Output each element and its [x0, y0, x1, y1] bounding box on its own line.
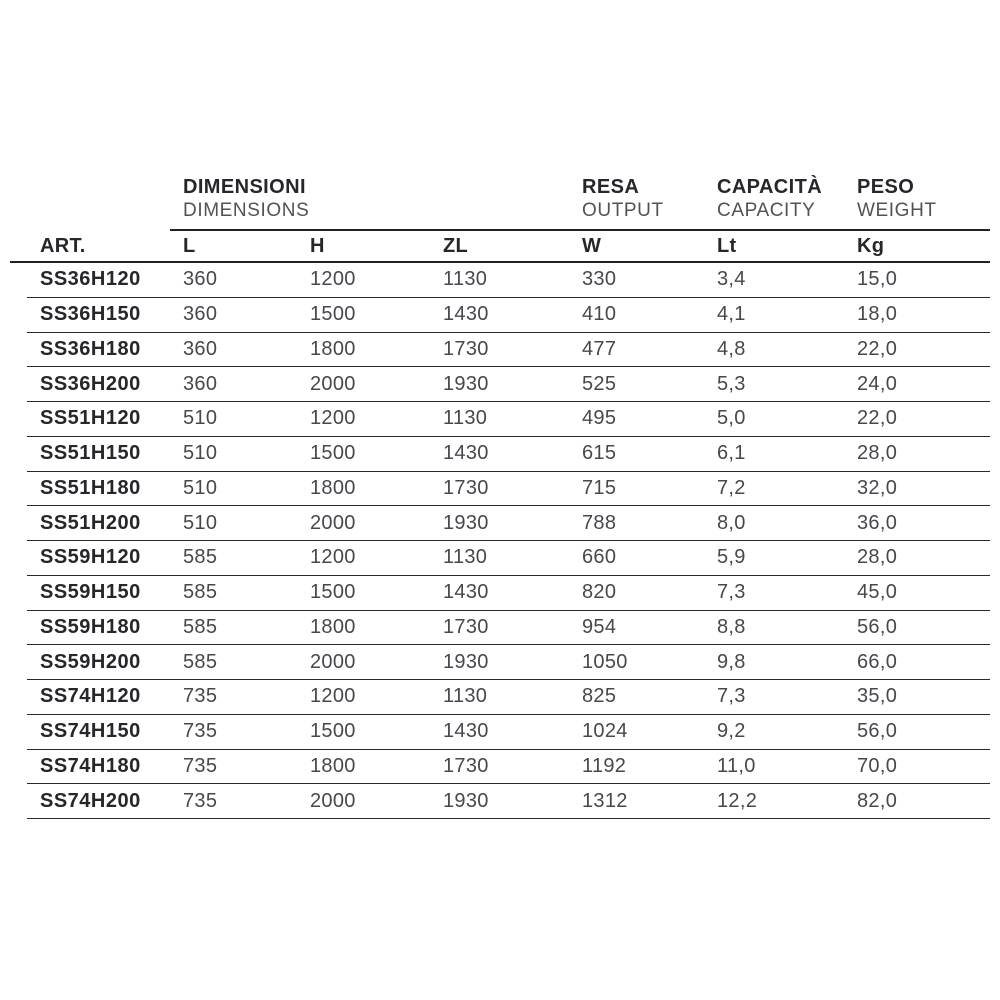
cell-output-w: 1312	[582, 789, 628, 812]
cell-capacity-lt: 3,4	[717, 268, 746, 291]
cell-length: 585	[183, 546, 218, 569]
cell-weight-kg: 32,0	[857, 476, 898, 499]
cell-weight-kg: 18,0	[857, 303, 898, 326]
cell-article-code: SS59H120	[40, 546, 141, 569]
group-header-en: CAPACITY	[717, 199, 816, 221]
cell-zl: 1430	[443, 303, 489, 326]
cell-article-code: SS36H120	[40, 268, 141, 291]
cell-article-code: SS74H120	[40, 685, 141, 708]
cell-capacity-lt: 9,8	[717, 650, 746, 673]
cell-zl: 1730	[443, 754, 489, 777]
cell-article-code: SS74H180	[40, 754, 141, 777]
column-header-kg: Kg	[857, 235, 885, 257]
cell-output-w: 1192	[582, 754, 627, 777]
cell-article-code: SS36H150	[40, 303, 141, 326]
cell-length: 735	[183, 789, 218, 812]
cell-height: 1200	[310, 407, 356, 430]
table-row	[27, 437, 990, 472]
cell-height: 1200	[310, 546, 356, 569]
cell-zl: 1930	[443, 372, 489, 395]
cell-weight-kg: 45,0	[857, 581, 898, 604]
cell-output-w: 495	[582, 407, 617, 430]
cell-height: 1200	[310, 268, 356, 291]
cell-zl: 1930	[443, 650, 489, 673]
cell-article-code: SS74H150	[40, 720, 141, 743]
cell-height: 1500	[310, 581, 356, 604]
table-row	[27, 680, 990, 715]
column-header-h: H	[310, 235, 325, 257]
group-header-dimensions	[183, 176, 309, 222]
cell-article-code: SS59H200	[40, 650, 141, 673]
column-header-l: L	[183, 235, 196, 257]
table-row	[27, 784, 990, 819]
cell-article-code: SS59H150	[40, 581, 141, 604]
table-row	[27, 263, 990, 298]
cell-height: 1800	[310, 754, 356, 777]
cell-weight-kg: 56,0	[857, 615, 898, 638]
cell-height: 2000	[310, 511, 356, 534]
group-header-capacity	[717, 176, 822, 222]
table-row	[27, 298, 990, 333]
table-group-headers	[0, 176, 1000, 228]
group-header-output	[582, 176, 664, 222]
cell-article-code: SS51H200	[40, 511, 141, 534]
cell-output-w: 954	[582, 615, 617, 638]
cell-output-w: 1024	[582, 720, 628, 743]
cell-length: 510	[183, 511, 218, 534]
cell-zl: 1430	[443, 442, 489, 465]
cell-length: 510	[183, 407, 218, 430]
group-header-it: PESO	[857, 176, 915, 198]
cell-capacity-lt: 4,1	[717, 303, 746, 326]
table-row	[27, 402, 990, 437]
cell-zl: 1430	[443, 581, 489, 604]
cell-output-w: 1050	[582, 650, 628, 673]
cell-capacity-lt: 7,2	[717, 476, 746, 499]
cell-length: 510	[183, 476, 218, 499]
cell-weight-kg: 70,0	[857, 754, 898, 777]
column-header-art: ART.	[40, 235, 86, 257]
table-row	[27, 576, 990, 611]
group-header-en: DIMENSIONS	[183, 199, 310, 221]
cell-output-w: 330	[582, 268, 617, 291]
cell-output-w: 788	[582, 511, 617, 534]
table-rows	[27, 263, 990, 819]
cell-output-w: 525	[582, 372, 617, 395]
table-row	[27, 506, 990, 541]
cell-article-code: SS36H200	[40, 372, 141, 395]
cell-capacity-lt: 8,0	[717, 511, 746, 534]
cell-height: 1800	[310, 476, 356, 499]
cell-output-w: 660	[582, 546, 617, 569]
cell-output-w: 820	[582, 581, 617, 604]
cell-capacity-lt: 8,8	[717, 615, 746, 638]
cell-length: 735	[183, 754, 218, 777]
cell-article-code: SS36H180	[40, 337, 141, 360]
cell-weight-kg: 24,0	[857, 372, 898, 395]
cell-weight-kg: 28,0	[857, 442, 898, 465]
group-header-en: OUTPUT	[582, 199, 664, 221]
cell-zl: 1430	[443, 720, 489, 743]
cell-capacity-lt: 5,9	[717, 546, 746, 569]
group-header-weight	[857, 176, 937, 222]
cell-weight-kg: 35,0	[857, 685, 898, 708]
cell-output-w: 477	[582, 337, 617, 360]
table-row	[27, 750, 990, 785]
cell-capacity-lt: 12,2	[717, 789, 758, 812]
cell-length: 735	[183, 720, 218, 743]
cell-capacity-lt: 5,3	[717, 372, 746, 395]
cell-height: 1800	[310, 615, 356, 638]
cell-zl: 1130	[443, 268, 488, 291]
cell-zl: 1730	[443, 615, 489, 638]
cell-capacity-lt: 7,3	[717, 581, 746, 604]
cell-height: 1500	[310, 303, 356, 326]
table-row	[27, 645, 990, 680]
column-header-row	[27, 230, 990, 261]
cell-output-w: 715	[582, 476, 617, 499]
group-header-it: RESA	[582, 176, 640, 198]
cell-zl: 1930	[443, 511, 489, 534]
cell-weight-kg: 15,0	[857, 268, 898, 291]
cell-output-w: 615	[582, 442, 617, 465]
cell-height: 1500	[310, 442, 356, 465]
cell-zl: 1730	[443, 476, 489, 499]
cell-height: 2000	[310, 789, 356, 812]
cell-length: 360	[183, 337, 218, 360]
column-header-zl: ZL	[443, 235, 469, 257]
cell-article-code: SS59H180	[40, 615, 141, 638]
table-row	[27, 333, 990, 368]
cell-height: 1200	[310, 685, 356, 708]
table-row	[27, 715, 990, 750]
cell-zl: 1130	[443, 546, 488, 569]
cell-article-code: SS51H180	[40, 476, 141, 499]
cell-weight-kg: 82,0	[857, 789, 898, 812]
cell-zl: 1930	[443, 789, 489, 812]
group-header-it: DIMENSIONI	[183, 176, 306, 198]
cell-weight-kg: 28,0	[857, 546, 898, 569]
cell-zl: 1730	[443, 337, 489, 360]
cell-weight-kg: 22,0	[857, 337, 898, 360]
group-header-it: CAPACITÀ	[717, 176, 823, 198]
cell-article-code: SS74H200	[40, 789, 141, 812]
cell-capacity-lt: 7,3	[717, 685, 746, 708]
cell-weight-kg: 22,0	[857, 407, 898, 430]
cell-length: 360	[183, 372, 218, 395]
cell-length: 585	[183, 615, 218, 638]
column-header-w: W	[582, 235, 602, 257]
cell-capacity-lt: 6,1	[717, 442, 746, 465]
table-row	[27, 472, 990, 507]
cell-length: 360	[183, 268, 218, 291]
table-row	[27, 541, 990, 576]
cell-article-code: SS51H120	[40, 407, 141, 430]
cell-height: 1500	[310, 720, 356, 743]
cell-weight-kg: 36,0	[857, 511, 898, 534]
cell-length: 735	[183, 685, 218, 708]
cell-length: 585	[183, 581, 218, 604]
cell-capacity-lt: 5,0	[717, 407, 746, 430]
cell-zl: 1130	[443, 407, 488, 430]
cell-capacity-lt: 4,8	[717, 337, 746, 360]
cell-height: 2000	[310, 372, 356, 395]
cell-weight-kg: 56,0	[857, 720, 898, 743]
cell-capacity-lt: 11,0	[717, 754, 756, 777]
column-header-lt: Lt	[717, 235, 737, 257]
cell-output-w: 410	[582, 303, 617, 326]
cell-capacity-lt: 9,2	[717, 720, 746, 743]
cell-output-w: 825	[582, 685, 617, 708]
cell-length: 360	[183, 303, 218, 326]
cell-zl: 1130	[443, 685, 488, 708]
table-row	[27, 611, 990, 646]
cell-height: 1800	[310, 337, 356, 360]
group-header-en: WEIGHT	[857, 199, 937, 221]
cell-article-code: SS51H150	[40, 442, 141, 465]
cell-length: 510	[183, 442, 218, 465]
cell-length: 585	[183, 650, 218, 673]
table-row	[27, 367, 990, 402]
cell-weight-kg: 66,0	[857, 650, 898, 673]
cell-height: 2000	[310, 650, 356, 673]
